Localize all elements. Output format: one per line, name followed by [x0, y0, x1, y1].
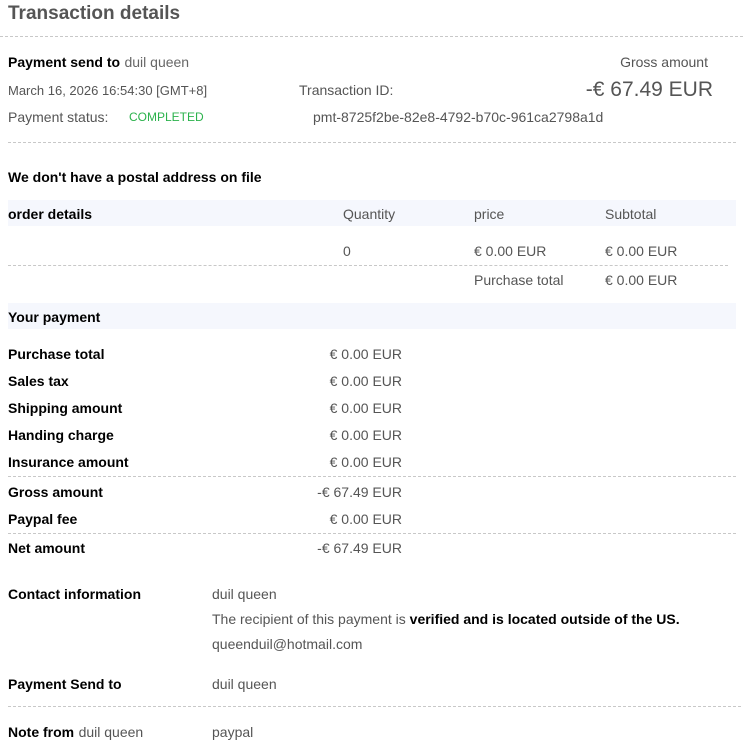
- divider: [8, 706, 741, 707]
- address-notice: We don't have a postal address on file: [8, 169, 262, 185]
- verification-note-bold: verified and is located outside of the US.: [409, 611, 680, 627]
- shipping-amount-value: € 0.00 EUR: [329, 400, 402, 416]
- payment-status-label: Payment status:: [8, 109, 109, 125]
- order-quantity: 0: [343, 243, 351, 259]
- verification-note: [212, 611, 680, 627]
- your-payment-header: [8, 303, 736, 329]
- order-price: € 0.00 EUR: [474, 243, 547, 259]
- verification-note-prefix: The recipient of this payment is: [212, 611, 410, 627]
- purchase-total-value: € 0.00 EUR: [605, 272, 678, 288]
- sales-tax-label: Sales tax: [8, 373, 69, 389]
- payment-send-to-value: duil queen: [212, 676, 277, 692]
- purchase-total-label: Purchase total: [474, 272, 564, 288]
- gross-amount-value: -€ 67.49 EUR: [585, 78, 713, 101]
- insurance-amount-value: € 0.00 EUR: [329, 454, 402, 470]
- send-to-label: Payment send to: [8, 54, 121, 70]
- divider: [8, 533, 736, 534]
- transaction-datetime: March 16, 2026 16:54:30 [GMT+8]: [8, 83, 208, 98]
- page-title: Transaction details: [8, 3, 181, 24]
- net-amount-label: Net amount: [8, 540, 85, 556]
- order-subtotal: € 0.00 EUR: [605, 243, 678, 259]
- contact-information-label: Contact information: [8, 586, 141, 602]
- your-payment-heading: Your payment: [8, 309, 101, 325]
- payment-send-to-row: [8, 54, 189, 72]
- price-header: price: [474, 206, 505, 222]
- note-value: paypal: [212, 724, 254, 740]
- shipping-amount-label: Shipping amount: [8, 400, 123, 416]
- order-details-header: order details: [8, 206, 93, 222]
- subtotal-header: Subtotal: [605, 206, 657, 222]
- paypal-fee-label: Paypal fee: [8, 511, 78, 527]
- insurance-amount-label: Insurance amount: [8, 454, 129, 470]
- gross-amount-line-label: Gross amount: [8, 484, 103, 500]
- note-from-label: Note from: [8, 724, 75, 740]
- recipient-name: duil queen: [124, 54, 190, 70]
- divider: [0, 36, 743, 37]
- note-from-name: duil queen: [78, 724, 144, 740]
- contact-email[interactable]: queenduil@hotmail.com: [212, 636, 363, 652]
- divider: [8, 476, 736, 477]
- payment-send-to-label: Payment Send to: [8, 676, 122, 692]
- handing-charge-value: € 0.00 EUR: [329, 427, 402, 443]
- gross-amount-line-value: -€ 67.49 EUR: [317, 484, 402, 500]
- paypal-fee-value: € 0.00 EUR: [329, 511, 402, 527]
- divider: [8, 265, 728, 266]
- gross-amount-label: Gross amount: [620, 54, 708, 70]
- divider: [8, 142, 736, 143]
- status-badge: COMPLETED: [129, 110, 204, 124]
- note-from-row: [8, 724, 143, 742]
- transaction-id-label: Transaction ID:: [299, 82, 394, 98]
- handing-charge-label: Handing charge: [8, 427, 114, 443]
- purchase-total-line-value: € 0.00 EUR: [329, 346, 402, 362]
- sales-tax-value: € 0.00 EUR: [329, 373, 402, 389]
- purchase-total-line-label: Purchase total: [8, 346, 105, 362]
- contact-name: duil queen: [212, 586, 277, 602]
- transaction-id: pmt-8725f2be-82e8-4792-b70c-961ca2798a1d: [313, 109, 604, 125]
- quantity-header: Quantity: [343, 206, 396, 222]
- net-amount-value: -€ 67.49 EUR: [317, 540, 402, 556]
